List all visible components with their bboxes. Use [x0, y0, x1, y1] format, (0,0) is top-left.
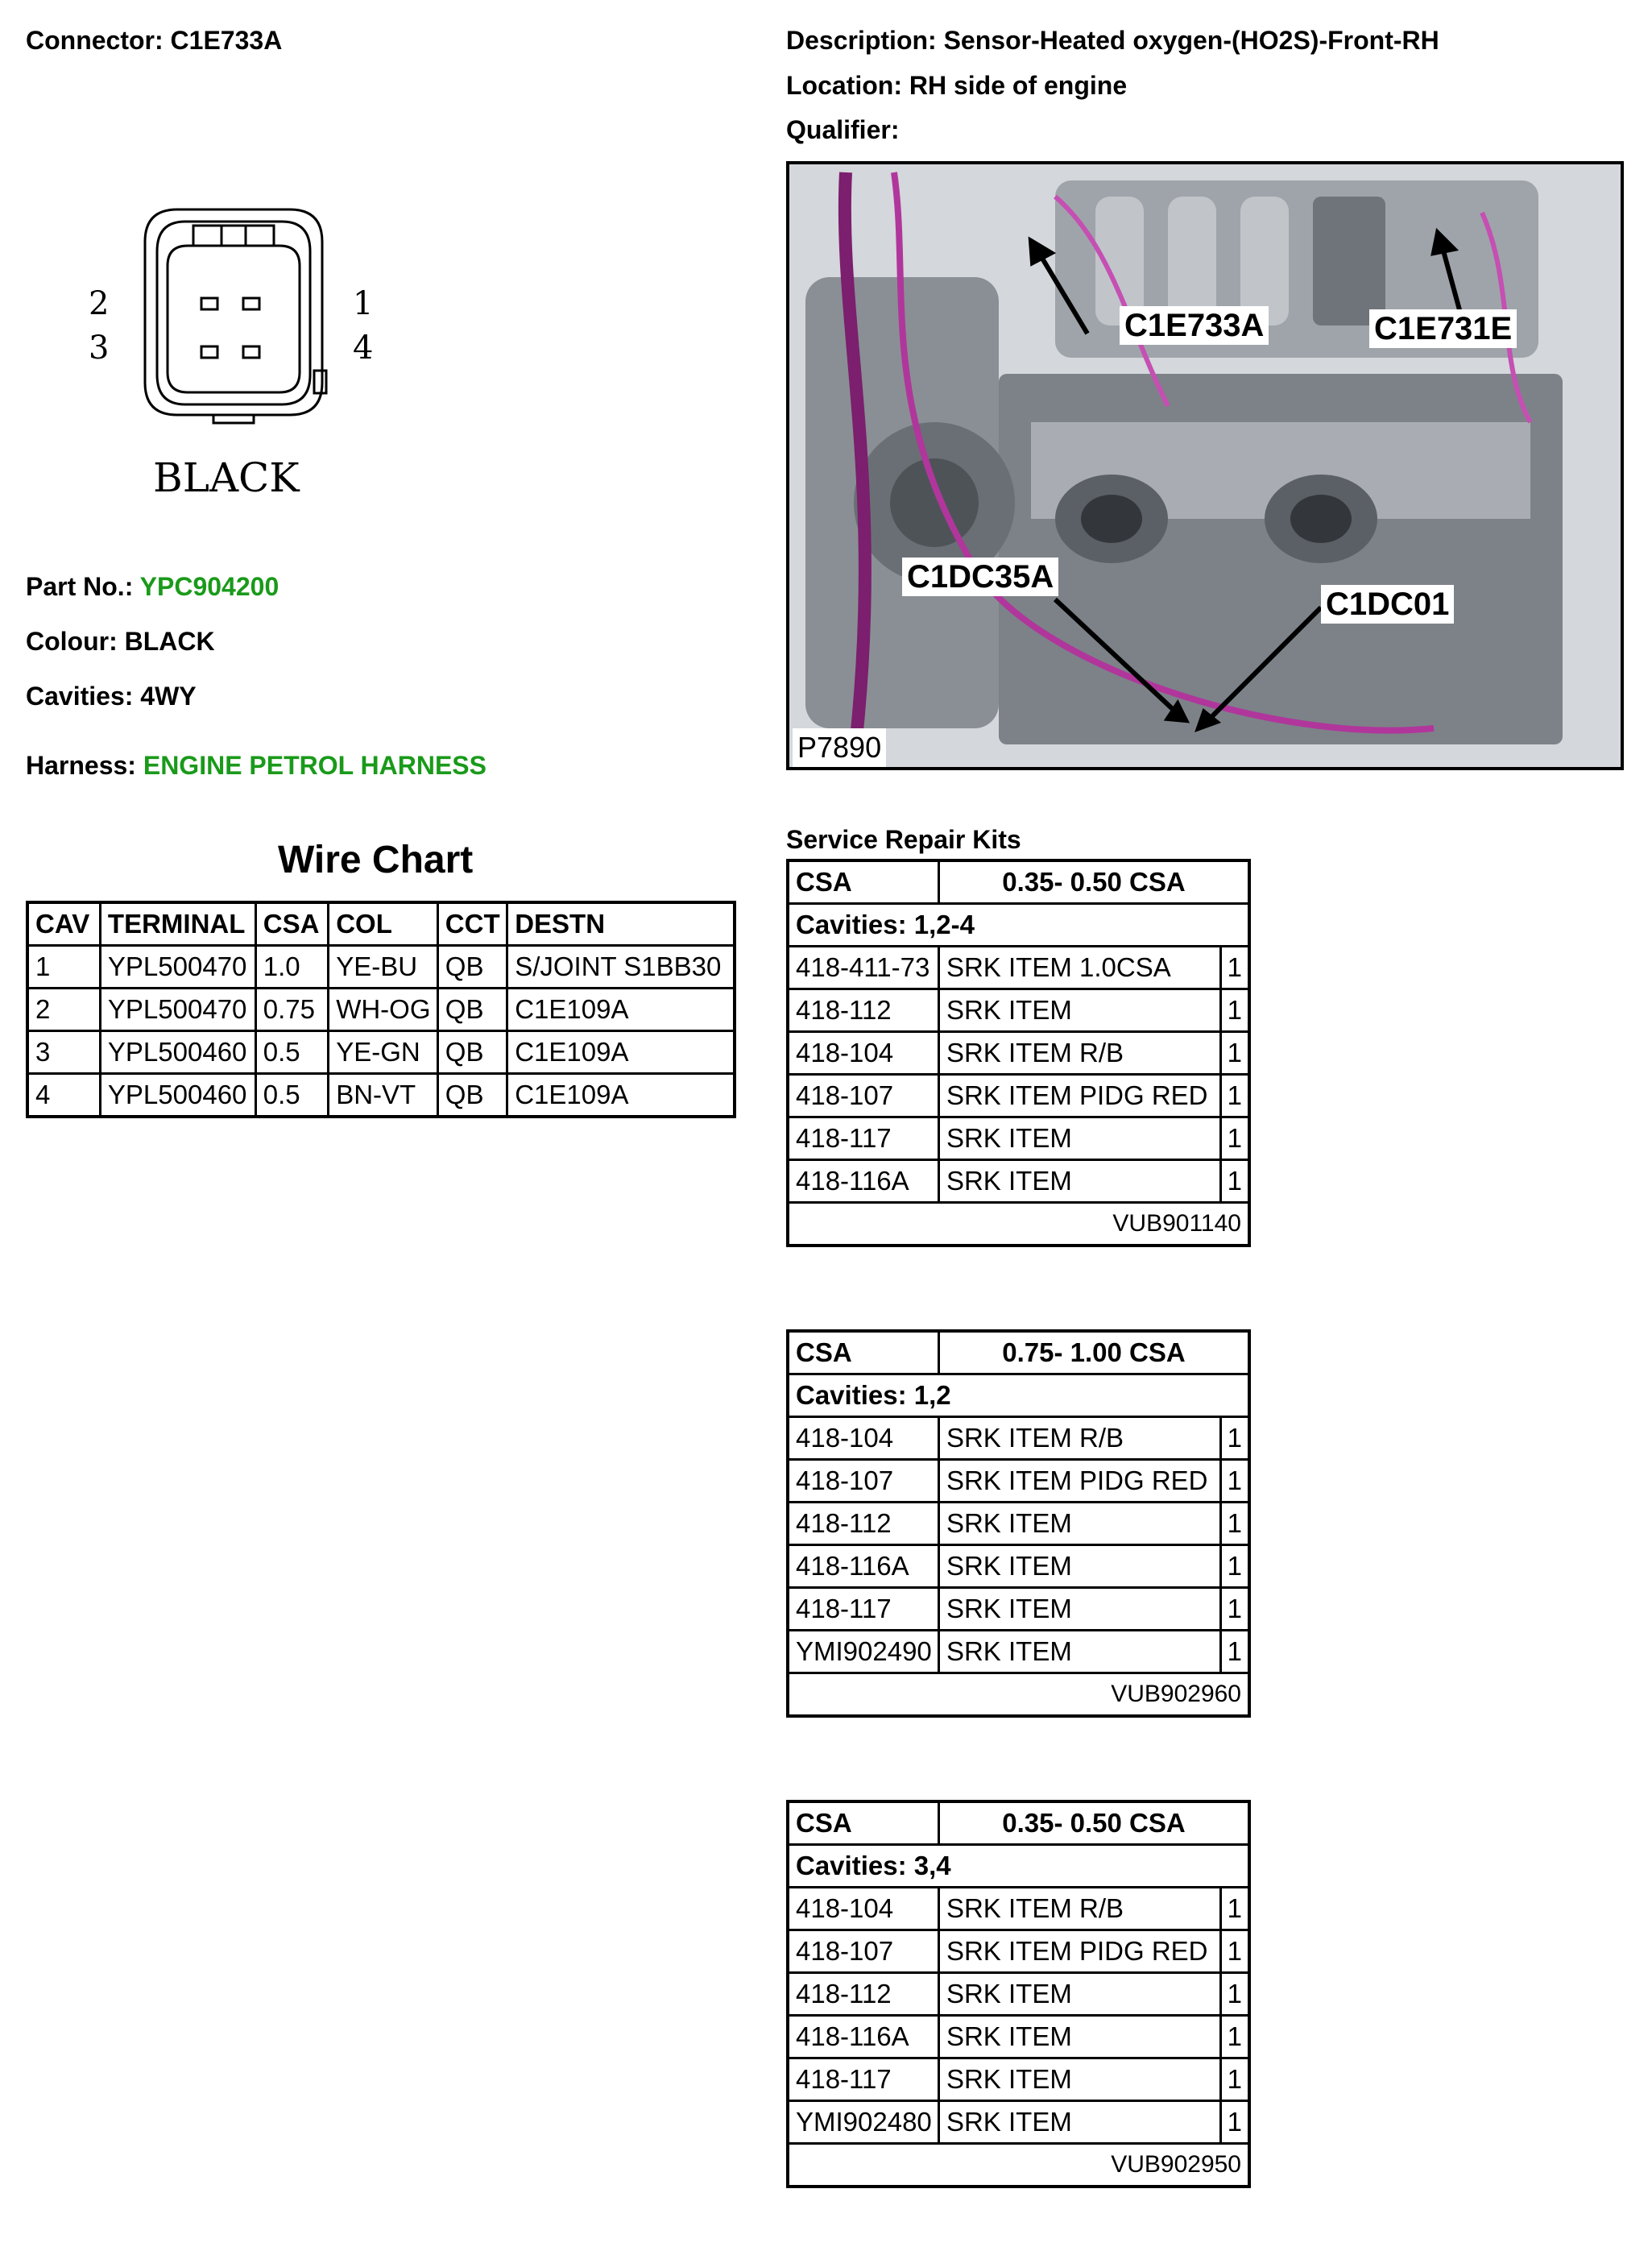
repair-kit-table-2 — [786, 1329, 1251, 1718]
cell-terminal: YPL500470 — [100, 989, 255, 1031]
connector-face-diagram — [81, 193, 387, 516]
qualifier-label: Qualifier: — [786, 115, 900, 144]
part-no-label: Part No.: — [26, 572, 134, 601]
kit-number: VUB901140 — [788, 1203, 1249, 1246]
kit-cavities: Cavities: 3,4 — [788, 1845, 1249, 1888]
kit-item-part: 418-117 — [788, 1117, 938, 1160]
wire-row — [27, 1031, 735, 1074]
kit-item-part: 418-116A — [788, 1160, 938, 1203]
kit-item-row — [788, 2058, 1249, 2101]
connector-colour-caption: BLACK — [153, 454, 300, 501]
kit-number: VUB902960 — [788, 1673, 1249, 1717]
kit-item-qty: 1 — [1220, 1930, 1249, 1973]
kit-item-row — [788, 1888, 1249, 1930]
kit-item-row — [788, 1545, 1249, 1588]
location-line — [786, 71, 1127, 101]
kit-item-desc: SRK ITEM — [938, 2101, 1220, 2144]
cavities-value: 4WY — [140, 682, 197, 711]
kit-item-desc: SRK ITEM — [938, 1588, 1220, 1631]
cell-csa: 0.5 — [255, 1031, 328, 1074]
kit-item-part: 418-116A — [788, 1545, 938, 1588]
repair-kit-table-3 — [786, 1800, 1251, 2188]
engine-illustration — [789, 164, 1621, 767]
kit-csa-row — [788, 860, 1249, 904]
pin-label-2: 2 — [89, 285, 110, 322]
kit-item-qty: 1 — [1220, 2016, 1249, 2058]
kit-item-qty: 1 — [1220, 1545, 1249, 1588]
kit-item-qty: 1 — [1220, 1117, 1249, 1160]
kit-csa-row — [788, 1331, 1249, 1374]
cell-terminal: YPL500460 — [100, 1074, 255, 1117]
kit-cavities-row — [788, 1845, 1249, 1888]
kit-item-row — [788, 1417, 1249, 1460]
kit-item-qty: 1 — [1220, 1460, 1249, 1503]
kit-item-row — [788, 1588, 1249, 1631]
kit-item-qty: 1 — [1220, 1032, 1249, 1075]
kit-item-desc: SRK ITEM — [938, 989, 1220, 1032]
harness-line — [26, 751, 486, 781]
kit-item-desc: SRK ITEM — [938, 1503, 1220, 1545]
kit-cavities-row — [788, 904, 1249, 947]
cell-csa: 0.5 — [255, 1074, 328, 1117]
header-cav: CAV — [27, 902, 100, 946]
kit-item-row — [788, 1503, 1249, 1545]
cell-destn: C1E109A — [507, 989, 735, 1031]
cell-cct: QB — [437, 946, 507, 989]
colour-value: BLACK — [124, 627, 215, 656]
kit-item-row — [788, 989, 1249, 1032]
wire-chart-title: Wire Chart — [278, 839, 474, 881]
service-repair-kits-title: Service Repair Kits — [786, 825, 1021, 854]
connector-value: C1E733A — [170, 26, 283, 55]
kit-item-qty: 1 — [1220, 2058, 1249, 2101]
header-cct: CCT — [437, 902, 507, 946]
harness-value[interactable]: ENGINE PETROL HARNESS — [143, 751, 486, 780]
callout-c1e733a: C1E733A — [1120, 306, 1269, 345]
kit-item-desc: SRK ITEM — [938, 1545, 1220, 1588]
cell-col: YE-GN — [329, 1031, 438, 1074]
description-label: Description: — [786, 26, 937, 55]
kit-item-qty: 1 — [1220, 1503, 1249, 1545]
kit-csa-range: 0.35- 0.50 CSA — [938, 1801, 1249, 1845]
kit-item-row — [788, 1160, 1249, 1203]
cell-cav: 1 — [27, 946, 100, 989]
kit-number: VUB902950 — [788, 2144, 1249, 2187]
kit-item-qty: 1 — [1220, 1588, 1249, 1631]
kit-item-part: 418-104 — [788, 1032, 938, 1075]
kit-item-qty: 1 — [1220, 1075, 1249, 1117]
wire-chart-header-row — [27, 902, 735, 946]
kit-item-desc: SRK ITEM PIDG RED — [938, 1075, 1220, 1117]
cell-destn: C1E109A — [507, 1074, 735, 1117]
header-terminal: TERMINAL — [100, 902, 255, 946]
callout-c1dc35a: C1DC35A — [902, 558, 1058, 596]
location-label: Location: — [786, 71, 902, 100]
kit-item-part: 418-117 — [788, 2058, 938, 2101]
connector-heading — [26, 26, 282, 56]
kit-csa-range: 0.75- 1.00 CSA — [938, 1331, 1249, 1374]
kit-item-desc: SRK ITEM — [938, 1973, 1220, 2016]
kit-item-desc: SRK ITEM — [938, 1160, 1220, 1203]
kit-item-row — [788, 2016, 1249, 2058]
kit-csa-label: CSA — [788, 860, 938, 904]
wire-chart-table — [26, 901, 736, 1118]
kit-item-row — [788, 947, 1249, 989]
kit-item-desc: SRK ITEM — [938, 1631, 1220, 1673]
kit-item-desc: SRK ITEM 1.0CSA — [938, 947, 1220, 989]
kit-item-part: 418-104 — [788, 1888, 938, 1930]
pin-label-4: 4 — [353, 330, 374, 367]
kit-item-qty: 1 — [1220, 1973, 1249, 2016]
kit-item-row — [788, 1973, 1249, 2016]
cell-csa: 0.75 — [255, 989, 328, 1031]
kit-item-desc: SRK ITEM — [938, 2058, 1220, 2101]
description-line — [786, 26, 1439, 56]
header-destn: DESTN — [507, 902, 735, 946]
location-value: RH side of engine — [909, 71, 1128, 100]
kit-item-part: 418-411-73 — [788, 947, 938, 989]
cavities-line — [26, 682, 197, 711]
colour-line — [26, 627, 215, 657]
engine-location-photo — [786, 161, 1624, 770]
harness-label: Harness: — [26, 751, 136, 780]
header-col: COL — [329, 902, 438, 946]
kit-item-part: YMI902480 — [788, 2101, 938, 2144]
kit-cavities: Cavities: 1,2-4 — [788, 904, 1249, 947]
repair-kit-table-1 — [786, 859, 1251, 1247]
cell-cav: 3 — [27, 1031, 100, 1074]
kit-item-row — [788, 1930, 1249, 1973]
photo-ref: P7890 — [793, 728, 886, 767]
kit-item-desc: SRK ITEM R/B — [938, 1032, 1220, 1075]
kit-item-row — [788, 2101, 1249, 2144]
kit-item-desc: SRK ITEM — [938, 2016, 1220, 2058]
cell-col: YE-BU — [329, 946, 438, 989]
kit-item-desc: SRK ITEM R/B — [938, 1417, 1220, 1460]
kit-item-row — [788, 1631, 1249, 1673]
cell-cct: QB — [437, 1031, 507, 1074]
cavities-label: Cavities: — [26, 682, 134, 711]
kit-item-qty: 1 — [1220, 2101, 1249, 2144]
kit-item-qty: 1 — [1220, 1417, 1249, 1460]
kit-item-part: 418-112 — [788, 1973, 938, 2016]
kit-cavities: Cavities: 1,2 — [788, 1374, 1249, 1417]
kit-number-row — [788, 2144, 1249, 2187]
description-value: Sensor-Heated oxygen-(HO2S)-Front-RH — [943, 26, 1439, 55]
cell-destn: S/JOINT S1BB30 — [507, 946, 735, 989]
kit-item-part: 418-107 — [788, 1930, 938, 1973]
kit-item-desc: SRK ITEM PIDG RED — [938, 1930, 1220, 1973]
kit-item-desc: SRK ITEM R/B — [938, 1888, 1220, 1930]
kit-item-part: 418-116A — [788, 2016, 938, 2058]
kit-item-desc: SRK ITEM PIDG RED — [938, 1460, 1220, 1503]
callout-c1dc01: C1DC01 — [1321, 585, 1454, 624]
cell-cav: 2 — [27, 989, 100, 1031]
cell-destn: C1E109A — [507, 1031, 735, 1074]
wire-row — [27, 1074, 735, 1117]
kit-item-part: YMI902490 — [788, 1631, 938, 1673]
kit-item-qty: 1 — [1220, 1631, 1249, 1673]
kit-csa-range: 0.35- 0.50 CSA — [938, 860, 1249, 904]
pin-label-3: 3 — [89, 330, 110, 367]
cell-cct: QB — [437, 989, 507, 1031]
kit-item-qty: 1 — [1220, 1888, 1249, 1930]
cell-terminal: YPL500460 — [100, 1031, 255, 1074]
kit-item-qty: 1 — [1220, 989, 1249, 1032]
callout-c1e731e: C1E731E — [1369, 309, 1517, 348]
kit-csa-label: CSA — [788, 1331, 938, 1374]
kit-item-part: 418-117 — [788, 1588, 938, 1631]
cell-terminal: YPL500470 — [100, 946, 255, 989]
kit-csa-label: CSA — [788, 1801, 938, 1845]
kit-item-row — [788, 1460, 1249, 1503]
colour-label: Colour: — [26, 627, 118, 656]
wire-row — [27, 946, 735, 989]
connector-label: Connector: — [26, 26, 164, 55]
wire-row — [27, 989, 735, 1031]
cell-col: WH-OG — [329, 989, 438, 1031]
kit-item-qty: 1 — [1220, 947, 1249, 989]
part-no-line — [26, 572, 279, 602]
cell-csa: 1.0 — [255, 946, 328, 989]
cell-col: BN-VT — [329, 1074, 438, 1117]
kit-item-part: 418-112 — [788, 1503, 938, 1545]
kit-item-row — [788, 1117, 1249, 1160]
kit-csa-row — [788, 1801, 1249, 1845]
header-csa: CSA — [255, 902, 328, 946]
part-no-value[interactable]: YPC904200 — [139, 572, 279, 601]
kit-item-part: 418-104 — [788, 1417, 938, 1460]
kit-number-row — [788, 1673, 1249, 1717]
kit-number-row — [788, 1203, 1249, 1246]
kit-item-desc: SRK ITEM — [938, 1117, 1220, 1160]
pin-label-1: 1 — [353, 285, 374, 322]
kit-item-row — [788, 1032, 1249, 1075]
kit-item-part: 418-107 — [788, 1460, 938, 1503]
kit-item-qty: 1 — [1220, 1160, 1249, 1203]
kit-item-row — [788, 1075, 1249, 1117]
kit-item-part: 418-107 — [788, 1075, 938, 1117]
kit-cavities-row — [788, 1374, 1249, 1417]
cell-cav: 4 — [27, 1074, 100, 1117]
kit-item-part: 418-112 — [788, 989, 938, 1032]
cell-cct: QB — [437, 1074, 507, 1117]
